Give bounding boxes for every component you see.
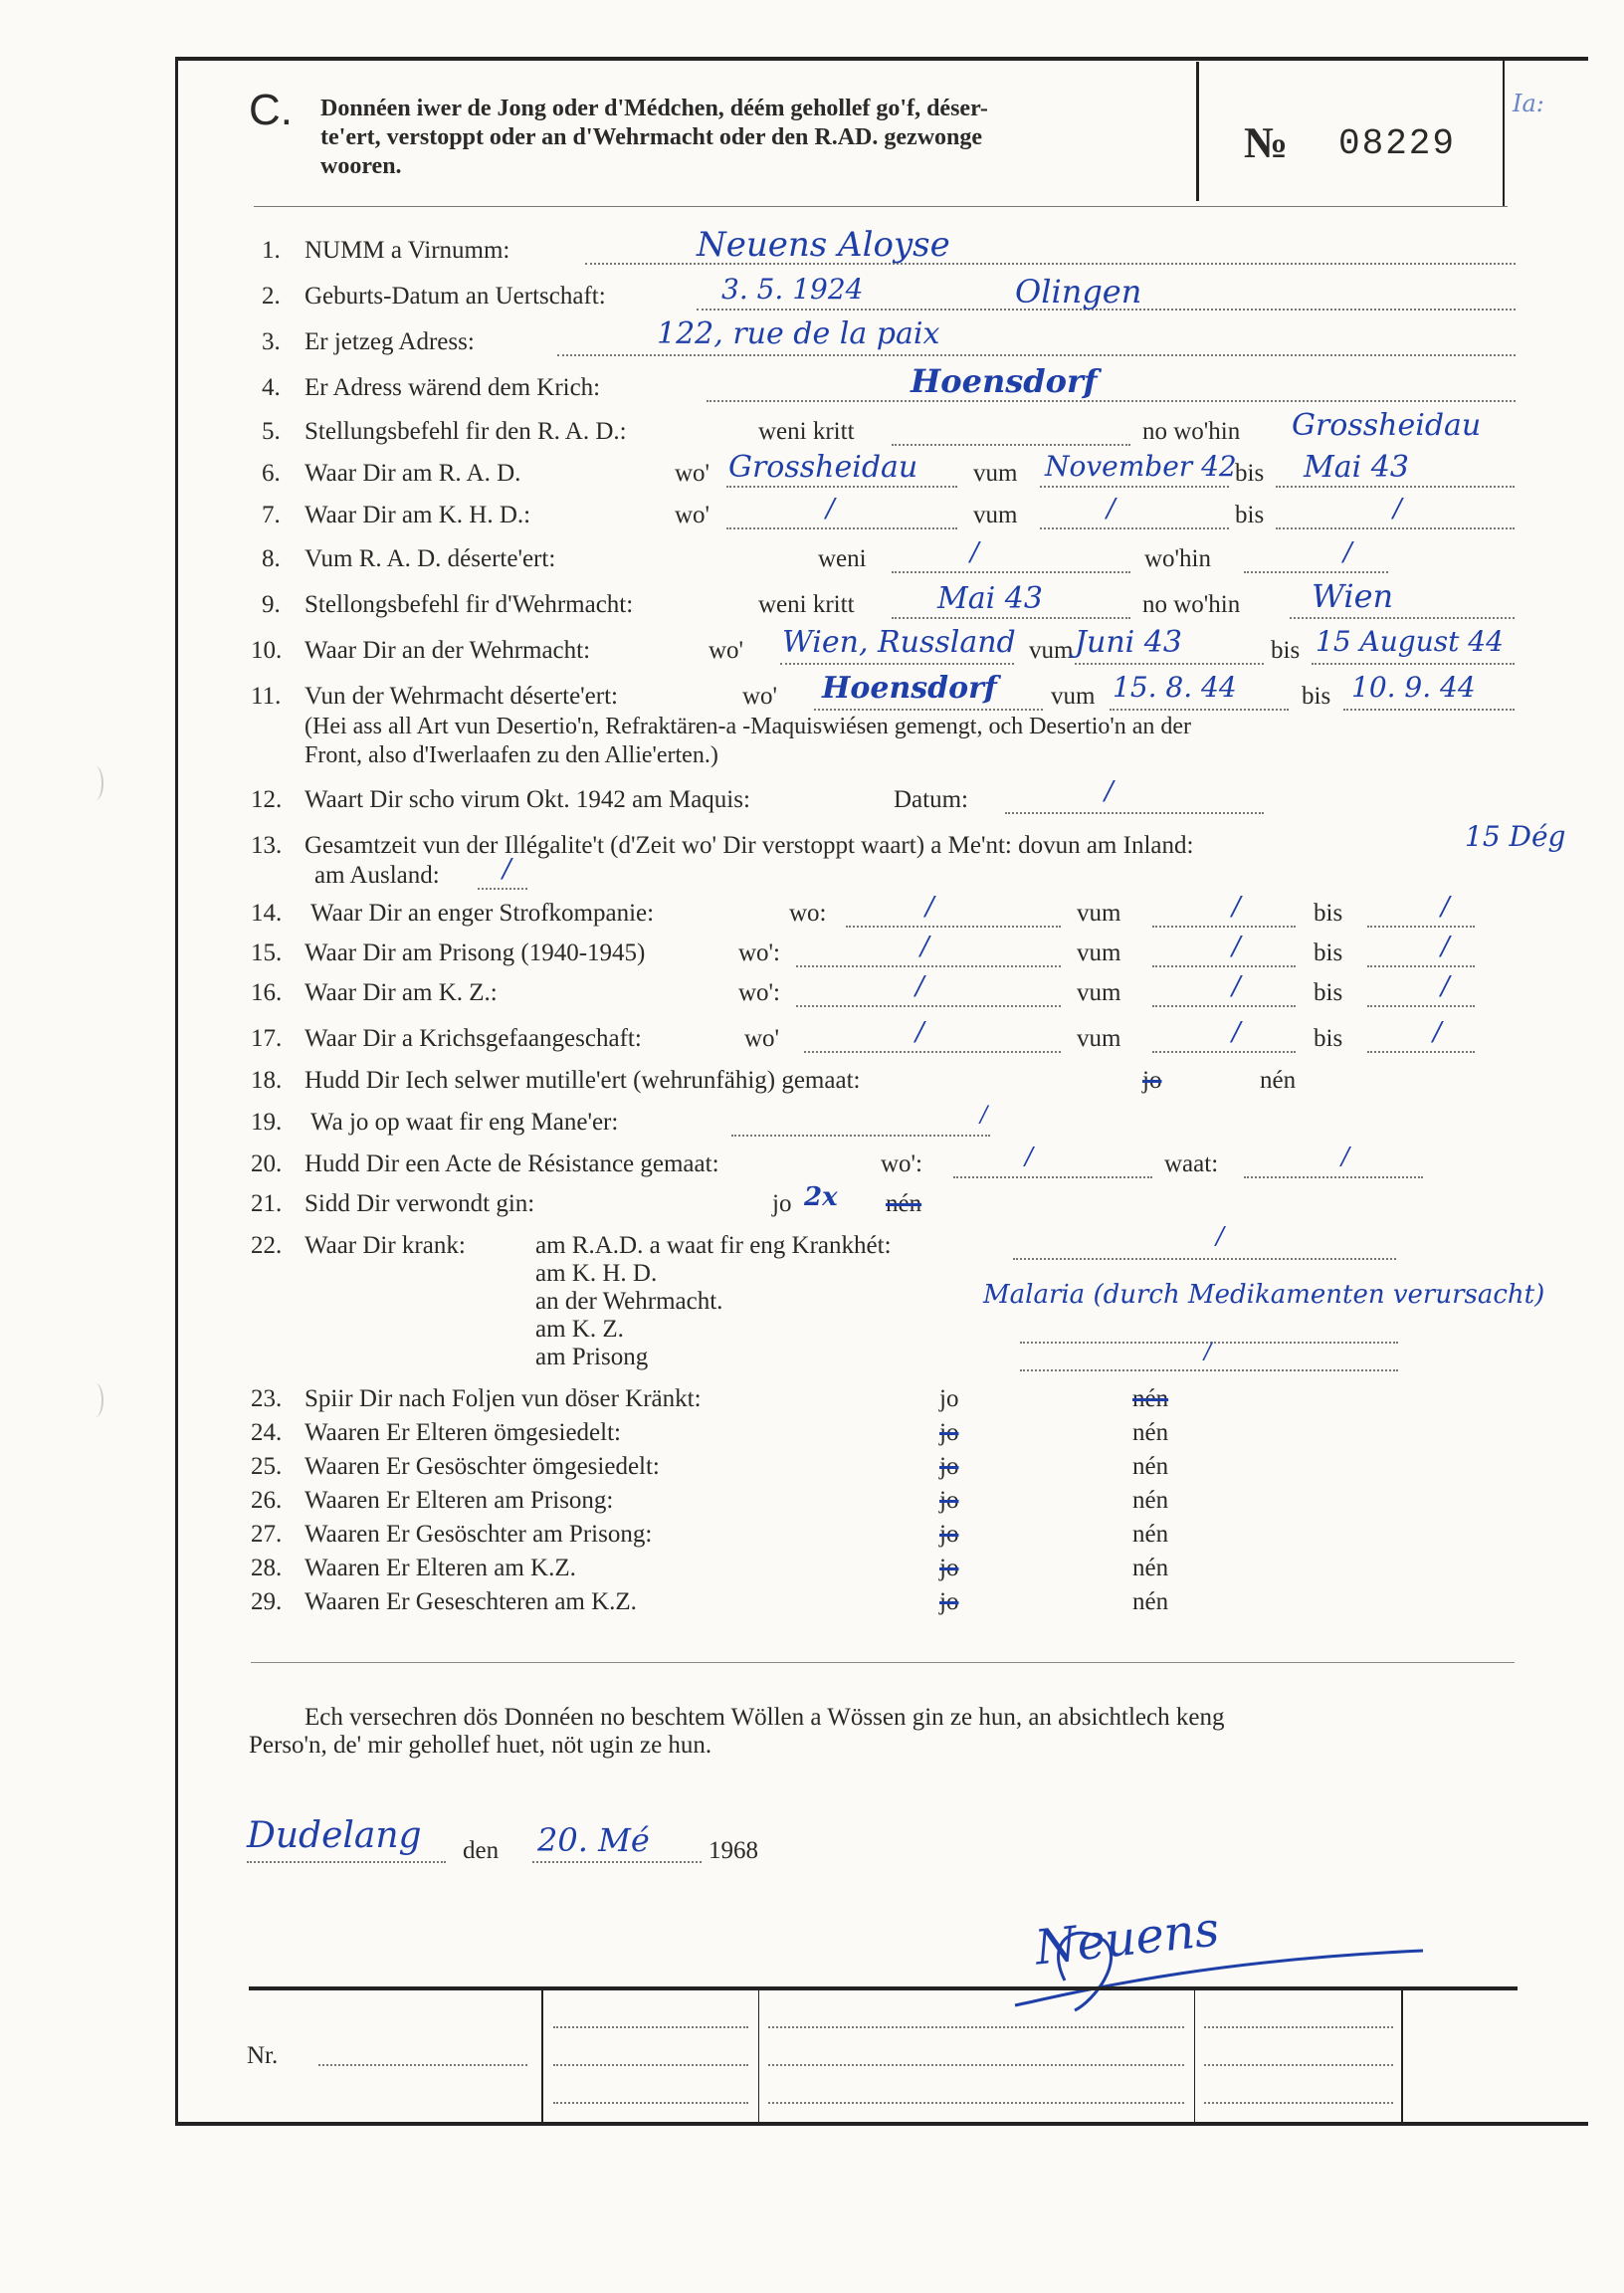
row-7-wo-line: [726, 527, 957, 529]
row-11-bis-label: bis: [1302, 683, 1331, 710]
yesno-row-jo-option: jo: [939, 1419, 959, 1446]
yesno-row-number: 26.: [251, 1487, 283, 1514]
row-7-label: Waar Dir am K. H. D.:: [304, 502, 531, 528]
row-11-wo-value: Hoensdorf: [822, 671, 997, 706]
punch-hole-mark: [88, 1383, 103, 1417]
yesno-row-label: Waaren Er Elteren am K.Z.: [304, 1555, 576, 1581]
declaration-line2: Perso'n, de' mir gehollef huet, nöt ugin ze hun.: [249, 1732, 712, 1759]
footer-col3-line-2: [768, 2064, 1184, 2066]
row-16-wo-line: [796, 1005, 1061, 1007]
row-7-vum-value: /: [1107, 494, 1116, 523]
row-2-birth-date: 3. 5. 1924: [721, 273, 864, 306]
signature-flourish: [1005, 1911, 1463, 2030]
frame-right-border: [1503, 57, 1505, 206]
row-3-field-line: [557, 354, 1516, 356]
row-14-bis-line: [1367, 926, 1475, 928]
row-3-number: 3.: [262, 328, 281, 355]
row-18-jo-option: jo: [1142, 1067, 1162, 1094]
row-22-sub-rad: am R.A.D. a waat fir eng Krankhét:: [535, 1232, 892, 1259]
row-6-vum-value: November 42: [1045, 450, 1237, 483]
row-6-vum-label: vum: [973, 460, 1018, 487]
yesno-row-number: 28.: [251, 1555, 283, 1581]
date-line: [532, 1861, 702, 1863]
row-22-sub-prisong: am Prisong: [535, 1344, 649, 1370]
row-19-label: Wa jo op waat fir eng Mane'er:: [310, 1109, 619, 1136]
row-16-bis-label: bis: [1314, 979, 1343, 1006]
yesno-row-jo-option: jo: [939, 1385, 959, 1412]
row-17-number: 17.: [251, 1025, 283, 1052]
row-10-wo-value: Wien, Russland: [782, 625, 1016, 660]
row-5-when-line: [892, 444, 1130, 446]
yesno-row-jo-option: jo: [939, 1588, 959, 1615]
row-17-wo-label: wo': [744, 1025, 780, 1052]
row-11-bis-value: 10. 9. 44: [1351, 671, 1476, 704]
row-4-war-address: Hoensdorf: [911, 362, 1098, 400]
row-9-where-label: no wo'hin: [1142, 591, 1241, 618]
row-22-rad-value: /: [1216, 1222, 1225, 1250]
row-2-birth-place: Olingen: [1015, 273, 1142, 311]
row-14-vum-value: /: [1232, 892, 1241, 922]
frame-top-border: [175, 57, 1588, 61]
row-17-bis-label: bis: [1314, 1025, 1343, 1052]
header-divider: [254, 206, 1508, 207]
number-label: №: [1244, 118, 1289, 167]
row-16-vum-value: /: [1232, 971, 1241, 1001]
number-box-divider: [1196, 62, 1199, 201]
row-10-vum-value: Juni 43: [1075, 625, 1182, 660]
row-19-value: /: [980, 1103, 988, 1128]
row-7-vum-line: [1040, 527, 1229, 529]
row-6-wo-line: [726, 486, 957, 488]
row-3-label: Er jetzeg Adress:: [304, 328, 475, 355]
yesno-row-label: Spiir Dir nach Foljen vun döser Kränkt:: [304, 1385, 702, 1412]
row-5-label: Stellungsbefehl fir den R. A. D.:: [304, 418, 627, 445]
row-11-note-line1: (Hei ass all Art vun Desertio'n, Refraktären-a -Maquiswiésen gemengt, och Desertio'n an der: [304, 714, 1192, 739]
row-14-wo-label: wo:: [789, 900, 827, 927]
footer-col4-line-2: [1204, 2064, 1393, 2066]
row-22-rad-line: [1013, 1258, 1396, 1260]
row-8-number: 8.: [262, 545, 281, 572]
margin-note: Ia:: [1513, 90, 1544, 117]
row-20-number: 20.: [251, 1150, 283, 1177]
footer-nr-line: [318, 2064, 527, 2066]
row-6-wo-label: wo': [675, 460, 710, 487]
row-8-label: Vum R. A. D. déserte'ert:: [304, 545, 556, 572]
punch-hole-mark: [88, 766, 103, 800]
row-10-bis-line: [1312, 663, 1515, 665]
yesno-row-number: 24.: [251, 1419, 283, 1446]
row-9-number: 9.: [262, 591, 281, 618]
row-12-number: 12.: [251, 786, 283, 813]
row-1-name-value: Neuens Aloyse: [697, 225, 950, 265]
signature-year: 1968: [709, 1837, 758, 1864]
row-8-where-label: wo'hin: [1144, 545, 1212, 572]
signature-date: 20. Mé: [537, 1821, 650, 1859]
footer-divider-2: [758, 1986, 759, 2124]
footer-divider-1: [541, 1986, 543, 2124]
footer-divider-4: [1401, 1986, 1403, 2124]
row-16-vum-line: [1152, 1005, 1296, 1007]
row-8-when-value: /: [970, 537, 979, 567]
row-18-nen-option: nén: [1260, 1067, 1297, 1094]
footer-nr-label: Nr.: [247, 2042, 279, 2069]
row-4-number: 4.: [262, 374, 281, 401]
row-16-vum-label: vum: [1077, 979, 1121, 1006]
row-9-label: Stellongsbefehl fir d'Wehrmacht:: [304, 591, 634, 618]
row-5-where-label: no wo'hin: [1142, 418, 1241, 445]
yesno-row-number: 23.: [251, 1385, 283, 1412]
row-8-when-label: weni: [818, 545, 867, 572]
yesno-row-nen-option: nén: [1132, 1453, 1169, 1480]
footer-col2-line-1: [553, 2026, 748, 2028]
row-6-wo-value: Grossheidau: [728, 450, 918, 485]
row-8-where-value: /: [1343, 537, 1352, 567]
yesno-row-jo-option: jo: [939, 1487, 959, 1514]
row-15-label: Waar Dir am Prisong (1940-1945): [304, 939, 646, 966]
row-15-wo-value: /: [920, 932, 929, 961]
row-10-vum-label: vum: [1029, 637, 1074, 664]
yesno-row-label: Waaren Er Gesöschter am Prisong:: [304, 1521, 653, 1548]
row-22-number: 22.: [251, 1232, 283, 1259]
row-20-wo-label: wo':: [881, 1150, 923, 1177]
row-6-vum-line: [1040, 486, 1229, 488]
row-11-vum-label: vum: [1051, 683, 1096, 710]
row-15-vum-value: /: [1232, 932, 1241, 961]
row-7-bis-label: bis: [1235, 502, 1265, 528]
row-17-wo-value: /: [915, 1017, 924, 1047]
row-14-bis-value: /: [1441, 892, 1450, 922]
row-18-label: Hudd Dir Iech selwer mutille'ert (wehrunfähig) gemaat:: [304, 1067, 861, 1094]
row-16-bis-line: [1367, 1005, 1475, 1007]
row-13-label: Gesamtzeit vun der Illégalite't (d'Zeit wo' Dir verstoppt waart) a Me'nt: dovun am Inland:: [304, 832, 1194, 859]
yesno-row-nen-option: nén: [1132, 1385, 1169, 1412]
place-line: [247, 1861, 446, 1863]
signature-place: Dudelang: [247, 1815, 422, 1856]
row-7-bis-line: [1276, 527, 1515, 529]
footer-col3-line-1: [768, 2026, 1184, 2028]
row-11-vum-line: [1110, 709, 1289, 711]
yesno-row-number: 27.: [251, 1521, 283, 1548]
row-10-vum-line: [1075, 663, 1264, 665]
row-21-jo-option: jo: [772, 1190, 792, 1217]
row-7-wo-label: wo': [675, 502, 710, 528]
row-9-when-line: [892, 617, 1130, 619]
row-17-vum-label: vum: [1077, 1025, 1121, 1052]
row-14-number: 14.: [251, 900, 283, 927]
row-20-label: Hudd Dir een Acte de Résistance gemaat:: [304, 1150, 719, 1177]
row-16-number: 16.: [251, 979, 283, 1006]
header-title-line2: te'ert, verstoppt oder an d'Wehrmacht oder den R.AD. gezwonge: [320, 124, 983, 150]
row-13-ausland-label: am Ausland:: [314, 862, 440, 889]
yesno-row-number: 25.: [251, 1453, 283, 1480]
row-8-where-line: [1244, 571, 1388, 573]
row-15-wo-line: [796, 965, 1061, 967]
yesno-row-jo-option: jo: [939, 1521, 959, 1548]
row-11-label: Vun der Wehrmacht déserte'ert:: [304, 683, 618, 710]
signature: Neuens: [1032, 1901, 1222, 1977]
row-14-label: Waar Dir an enger Strofkompanie:: [310, 900, 655, 927]
row-15-vum-label: vum: [1077, 939, 1121, 966]
footer-col2-line-2: [553, 2064, 748, 2066]
row-16-label: Waar Dir am K. Z.:: [304, 979, 498, 1006]
row-2-label: Geburts-Datum an Uertschaft:: [304, 283, 606, 310]
yesno-row-label: Waaren Er Gesöschter ömgesiedelt:: [304, 1453, 660, 1480]
row-5-where-value: Grossheidau: [1292, 408, 1482, 443]
row-17-vum-line: [1152, 1051, 1296, 1053]
row-13-number: 13.: [251, 832, 283, 859]
row-22-prisong-value: /: [1204, 1340, 1212, 1364]
row-18-number: 18.: [251, 1067, 283, 1094]
row-22-sub-khd: am K. H. D.: [535, 1260, 658, 1287]
yesno-row-label: Waaren Er Elteren ömgesiedelt:: [304, 1419, 621, 1446]
row-10-label: Waar Dir an der Wehrmacht:: [304, 637, 591, 664]
row-22-wehrmacht-value: Malaria (durch Medikamenten verursacht): [983, 1280, 1545, 1310]
row-19-number: 19.: [251, 1109, 283, 1136]
row-6-bis-value: Mai 43: [1304, 450, 1409, 485]
row-21-number: 21.: [251, 1190, 283, 1217]
yesno-row-nen-option: nén: [1132, 1588, 1169, 1615]
footer-top-border: [249, 1986, 1518, 1990]
yesno-row-jo-option: jo: [939, 1453, 959, 1480]
row-10-number: 10.: [251, 637, 283, 664]
row-4-field-line: [707, 400, 1516, 402]
row-11-bis-line: [1343, 709, 1515, 711]
row-15-bis-label: bis: [1314, 939, 1343, 966]
row-20-wo-value: /: [1025, 1143, 1034, 1170]
row-3-current-address: 122, rue de la paix: [657, 316, 940, 351]
row-20-wo-line: [953, 1176, 1152, 1178]
row-15-bis-line: [1367, 965, 1475, 967]
frame-left-border: [175, 57, 178, 2125]
row-20-waat-value: /: [1341, 1143, 1350, 1170]
row-1-number: 1.: [262, 237, 281, 264]
row-7-wo-value: /: [826, 494, 835, 523]
footer-divider-3: [1194, 1986, 1195, 2124]
footer-col4-line-1: [1204, 2026, 1393, 2028]
row-10-bis-label: bis: [1271, 637, 1301, 664]
row-13-ausland-value: /: [503, 854, 511, 884]
row-15-number: 15.: [251, 939, 283, 966]
row-8-when-line: [892, 571, 1130, 573]
declaration-divider: [251, 1662, 1515, 1663]
row-17-wo-line: [804, 1051, 1061, 1053]
row-14-vum-line: [1152, 926, 1296, 928]
row-7-number: 7.: [262, 502, 281, 528]
section-letter: C.: [249, 86, 293, 134]
row-12-date-label: Datum:: [894, 786, 968, 813]
row-12-label: Waart Dir scho virum Okt. 1942 am Maquis:: [304, 786, 750, 813]
declaration-line1: Ech versechren dös Donnéen no beschtem Wöllen a Wössen gin ze hun, an absichtlech keng: [304, 1704, 1225, 1731]
row-14-vum-label: vum: [1077, 900, 1121, 927]
yesno-row-label: Waaren Er Elteren am Prisong:: [304, 1487, 614, 1514]
row-11-note-line2: Front, also d'Iwerlaafen zu den Allie'erten.): [304, 742, 718, 768]
row-6-label: Waar Dir am R. A. D.: [304, 460, 521, 487]
row-11-wo-line: [814, 709, 1043, 711]
yesno-row-jo-option: jo: [939, 1555, 959, 1581]
yesno-row-number: 29.: [251, 1588, 283, 1615]
row-12-date-value: /: [1105, 776, 1114, 806]
row-7-bis-value: /: [1393, 494, 1402, 523]
row-14-wo-line: [846, 926, 1061, 928]
den-label: den: [463, 1837, 500, 1864]
row-21-jo-note: 2x: [804, 1182, 838, 1212]
footer-bottom-border: [175, 2122, 1588, 2126]
row-10-wo-line: [780, 663, 1014, 665]
row-22-label: Waar Dir krank:: [304, 1232, 466, 1259]
yesno-row-nen-option: nén: [1132, 1487, 1169, 1514]
footer-col2-line-3: [553, 2102, 748, 2104]
row-9-when-value: Mai 43: [937, 581, 1043, 616]
row-14-bis-label: bis: [1314, 900, 1343, 927]
row-5-number: 5.: [262, 418, 281, 445]
row-21-label: Sidd Dir verwondt gin:: [304, 1190, 535, 1217]
yesno-row-nen-option: nén: [1132, 1555, 1169, 1581]
row-17-vum-value: /: [1232, 1017, 1241, 1047]
row-13-ausland-line: [478, 888, 527, 890]
row-9-when-label: weni kritt: [758, 591, 855, 618]
row-12-date-line: [1005, 812, 1264, 814]
row-6-bis-label: bis: [1235, 460, 1265, 487]
row-6-number: 6.: [262, 460, 281, 487]
row-11-wo-label: wo': [742, 683, 778, 710]
row-22-prisong-line: [1020, 1369, 1398, 1371]
row-1-label: NUMM a Virnumm:: [304, 237, 510, 264]
row-17-bis-value: /: [1433, 1017, 1442, 1047]
row-6-bis-line: [1276, 486, 1515, 488]
row-16-wo-value: /: [915, 971, 924, 1001]
row-14-wo-value: /: [925, 892, 934, 922]
row-9-where-value: Wien: [1312, 577, 1394, 615]
yesno-row-label: Waaren Er Geseschteren am K.Z.: [304, 1588, 637, 1615]
row-13-inland-value: 15 Dég: [1465, 820, 1566, 853]
row-10-bis-value: 15 August 44: [1316, 625, 1504, 658]
row-22-sub-wehrmacht: an der Wehrmacht.: [535, 1288, 723, 1315]
row-2-number: 2.: [262, 283, 281, 310]
row-16-wo-label: wo':: [738, 979, 781, 1006]
yesno-row-nen-option: nén: [1132, 1419, 1169, 1446]
row-10-wo-label: wo': [709, 637, 744, 664]
row-16-bis-value: /: [1441, 971, 1450, 1001]
row-17-bis-line: [1367, 1051, 1475, 1053]
row-19-field-line: [731, 1135, 990, 1137]
row-15-vum-line: [1152, 965, 1296, 967]
number-value: 08229: [1338, 123, 1457, 164]
row-9-where-line: [1290, 617, 1515, 619]
footer-col4-line-3: [1204, 2102, 1393, 2104]
row-20-waat-label: waat:: [1164, 1150, 1219, 1177]
footer-col3-line-3: [768, 2102, 1184, 2104]
yesno-row-nen-option: nén: [1132, 1521, 1169, 1548]
row-17-label: Waar Dir a Krichsgefaangeschaft:: [304, 1025, 642, 1052]
row-5-when-label: weni kritt: [758, 418, 855, 445]
row-21-nen-option: nén: [886, 1190, 922, 1217]
row-20-waat-line: [1244, 1176, 1423, 1178]
header-title-line1: Donnéen iwer de Jong oder d'Médchen, déém gehollef go'f, déser-: [320, 96, 988, 121]
row-11-number: 11.: [251, 683, 282, 710]
row-15-wo-label: wo':: [738, 939, 781, 966]
header-title-line3: wooren.: [320, 153, 402, 179]
row-11-vum-value: 15. 8. 44: [1113, 671, 1237, 704]
row-15-bis-value: /: [1441, 932, 1450, 961]
row-4-label: Er Adress wärend dem Krich:: [304, 374, 601, 401]
row-22-sub-kz: am K. Z.: [535, 1316, 624, 1343]
row-7-vum-label: vum: [973, 502, 1018, 528]
